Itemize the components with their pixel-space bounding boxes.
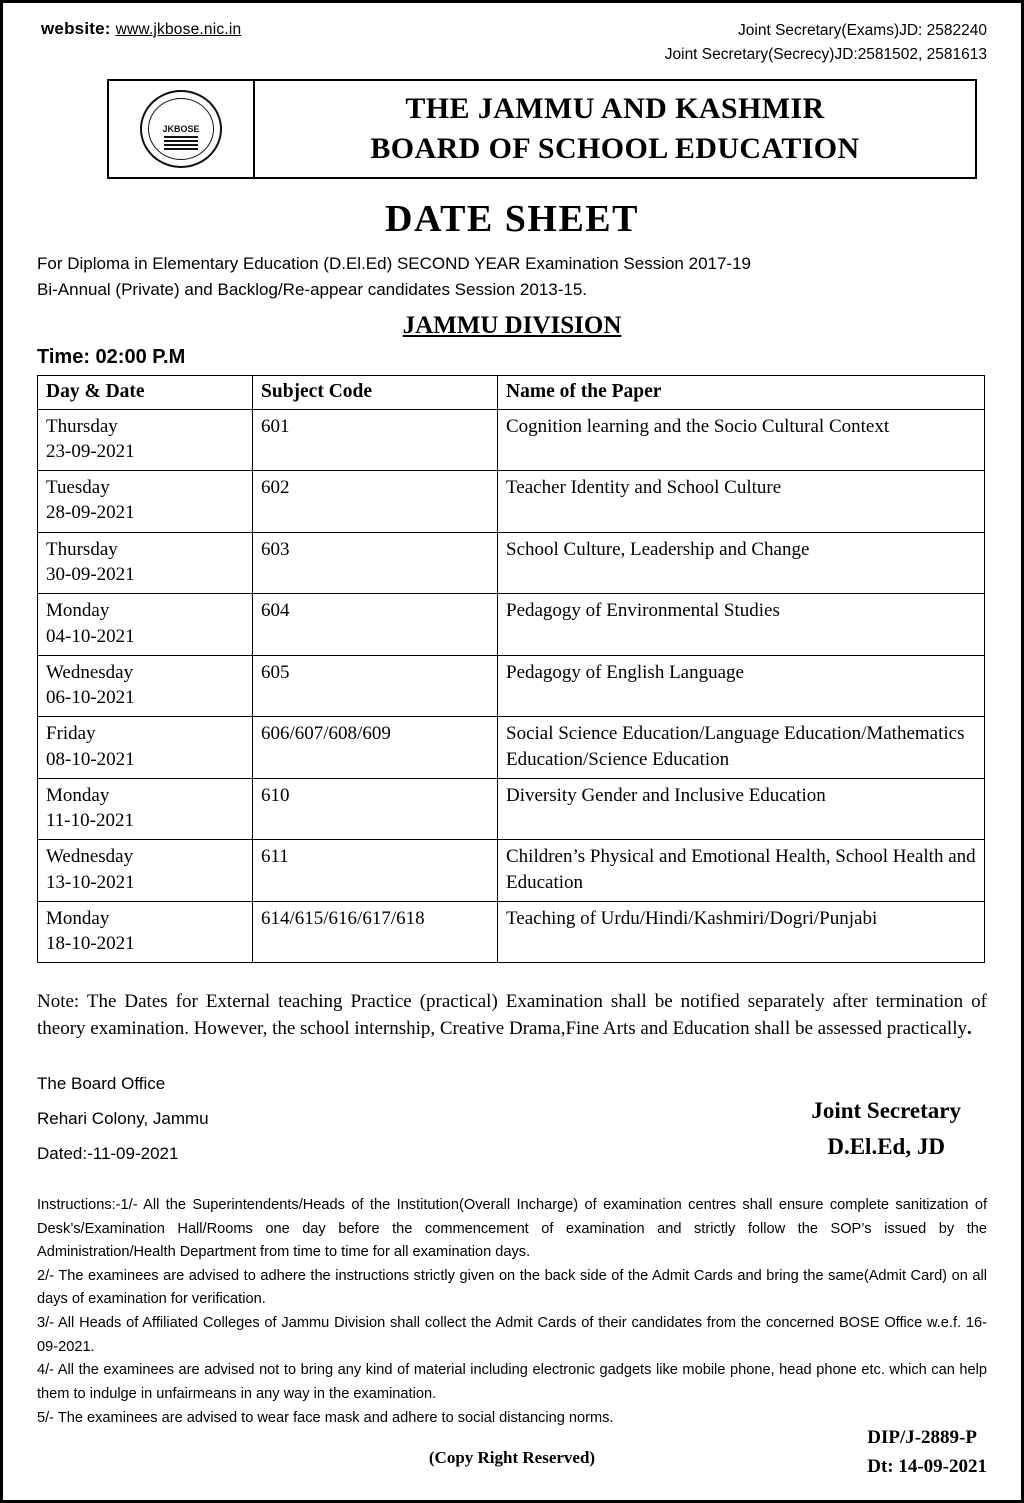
office-line1: The Board Office — [37, 1074, 166, 1094]
cell-paper-name: Pedagogy of English Language — [498, 655, 985, 717]
division-heading: JAMMU DIVISION — [402, 311, 622, 339]
date-sheet-table — [37, 375, 985, 964]
day-date: 06-10-2021 — [46, 687, 135, 709]
table-row — [38, 594, 985, 656]
logo-script-lines — [164, 136, 198, 150]
office-block — [37, 1067, 209, 1172]
board-title-box — [107, 79, 977, 179]
jkbose-logo-icon — [140, 90, 222, 168]
day-date: 28-09-2021 — [46, 502, 135, 524]
office-dated: Dated:-11-09-2021 — [37, 1144, 179, 1164]
signature-designation: D.El.Ed, JD — [827, 1134, 945, 1159]
cell-day-date — [38, 840, 253, 902]
subtitle-line2: Bi-Annual (Private) and Backlog/Re-appear candidates Session 2013-15. — [37, 280, 587, 300]
website-link[interactable]: www.jkbose.nic.in — [115, 21, 242, 38]
instruction-item: 2/- The examinees are advised to adhere the instructions strictly given on the back side of the Admit Cards and bring the same(Admit Card) on all days of examination for verification. — [37, 1267, 987, 1308]
cell-paper-name: Pedagogy of Environmental Studies — [498, 594, 985, 656]
dip-date: Dt: 14-09-2021 — [867, 1455, 987, 1477]
cell-day-date — [38, 778, 253, 840]
table-row — [38, 655, 985, 717]
contact-exams: Joint Secretary(Exams)JD: 2582240 — [738, 22, 987, 39]
cell-paper-name: Children’s Physical and Emotional Health, School Health and Education — [498, 840, 985, 902]
cell-day-date — [38, 471, 253, 533]
day-name: Wednesday — [46, 661, 134, 683]
table-body — [38, 409, 985, 963]
subtitle-line1: For Diploma in Elementary Education (D.El.Ed) SECOND YEAR Examination Session 2017-19 — [37, 254, 751, 274]
signature-row — [37, 1067, 985, 1172]
board-title — [255, 81, 975, 177]
note-text: Note: The Dates for External teaching Practice (practical) Examination shall be notified separately after termination of theory examination. However, the school internship, Creative Drama,Fine Arts and Education shall be assessed practically — [37, 991, 987, 1040]
board-title-line1: THE JAMMU AND KASHMIR — [405, 91, 825, 125]
table-row — [38, 901, 985, 963]
cell-subject-code: 605 — [253, 655, 498, 717]
cell-paper-name: Diversity Gender and Inclusive Education — [498, 778, 985, 840]
cell-paper-name: Teacher Identity and School Culture — [498, 471, 985, 533]
cell-day-date — [38, 532, 253, 594]
note-period: . — [966, 1018, 972, 1040]
contact-block — [665, 19, 987, 67]
instruction-item: Instructions:-1/- All the Superintendents/Heads of the Institution(Overall Incharge) of examination centres shall ensure complete sanitization of Desk’s/Examination Hall/Rooms one day before the commencement of examination and strictly follow the SOP’s issued by the Administration/Health Department from time to time for all examination days. — [37, 1196, 987, 1261]
document-header — [29, 17, 995, 67]
day-name: Monday — [46, 600, 110, 622]
day-name: Thursday — [46, 538, 118, 560]
cell-paper-name: School Culture, Leadership and Change — [498, 532, 985, 594]
cell-paper-name: Cognition learning and the Socio Cultural Context — [498, 409, 985, 471]
page-title: DATE SHEET — [385, 198, 639, 241]
day-name: Tuesday — [46, 477, 110, 499]
exam-time: Time: 02:00 P.M — [37, 345, 186, 368]
document-footer — [29, 1427, 995, 1490]
cell-subject-code: 603 — [253, 532, 498, 594]
table-row — [38, 471, 985, 533]
day-date: 11-10-2021 — [46, 810, 134, 832]
cell-subject-code: 601 — [253, 409, 498, 471]
cell-subject-code: 610 — [253, 778, 498, 840]
table-row — [38, 409, 985, 471]
cell-paper-name: Social Science Education/Language Education/Mathematics Education/Science Education — [498, 717, 985, 779]
column-header-paper: Name of the Paper — [498, 375, 985, 409]
table-row — [38, 840, 985, 902]
table-row — [38, 717, 985, 779]
day-date: 13-10-2021 — [46, 871, 135, 893]
day-name: Friday — [46, 723, 96, 745]
dip-number: DIP/J-2889-P — [867, 1427, 977, 1449]
instruction-item: 3/- All Heads of Affiliated Colleges of Jammu Division shall collect the Admit Cards of their candidates from the concerned BOSE Office w.e.f. 16-09-2021. — [37, 1315, 987, 1355]
cell-day-date — [38, 901, 253, 963]
cell-day-date — [38, 717, 253, 779]
table-row — [38, 778, 985, 840]
website-label: website: — [41, 19, 111, 38]
copyright-text: (Copy Right Reserved) — [428, 1448, 596, 1468]
day-name: Wednesday — [46, 846, 134, 868]
table-row — [38, 532, 985, 594]
cell-subject-code: 606/607/608/609 — [253, 717, 498, 779]
cell-subject-code: 614/615/616/617/618 — [253, 901, 498, 963]
cell-paper-name: Teaching of Urdu/Hindi/Kashmiri/Dogri/Punjabi — [498, 901, 985, 963]
document-subtitle — [37, 251, 995, 304]
day-date: 08-10-2021 — [46, 748, 135, 770]
day-date: 18-10-2021 — [46, 933, 135, 955]
day-name: Monday — [46, 784, 110, 806]
day-name: Monday — [46, 907, 110, 929]
office-line2: Rehari Colony, Jammu — [37, 1109, 209, 1129]
table-header-row — [38, 375, 985, 409]
cell-day-date — [38, 409, 253, 471]
column-header-code: Subject Code — [253, 375, 498, 409]
cell-subject-code: 611 — [253, 840, 498, 902]
day-name: Thursday — [46, 415, 118, 437]
website-line — [41, 19, 241, 39]
board-title-line2: BOARD OF SCHOOL EDUCATION — [370, 132, 860, 166]
signature-title: Joint Secretary — [811, 1098, 961, 1124]
cell-subject-code: 604 — [253, 594, 498, 656]
signature-block — [811, 1067, 985, 1172]
logo-text: JKBOSE — [162, 123, 200, 134]
cell-day-date — [38, 594, 253, 656]
day-date: 30-09-2021 — [46, 563, 135, 585]
cell-day-date — [38, 655, 253, 717]
instructions-block — [37, 1194, 987, 1430]
contact-secrecy: Joint Secretary(Secrecy)JD:2581502, 2581613 — [664, 46, 987, 64]
cell-subject-code: 602 — [253, 471, 498, 533]
instruction-item: 4/- All the examinees are advised not to bring any kind of material including electronic gadgets like mobile phone, head phone etc. which can help them to indulge in unfairmeans in any way in the examination. — [37, 1362, 987, 1403]
logo-cell — [109, 81, 255, 177]
note-paragraph — [37, 989, 987, 1043]
instruction-item: 5/- The examinees are advised to wear face mask and adhere to social distancing norms. — [37, 1409, 614, 1426]
column-header-day: Day & Date — [38, 375, 253, 409]
day-date: 04-10-2021 — [46, 625, 135, 647]
day-date: 23-09-2021 — [46, 440, 135, 462]
